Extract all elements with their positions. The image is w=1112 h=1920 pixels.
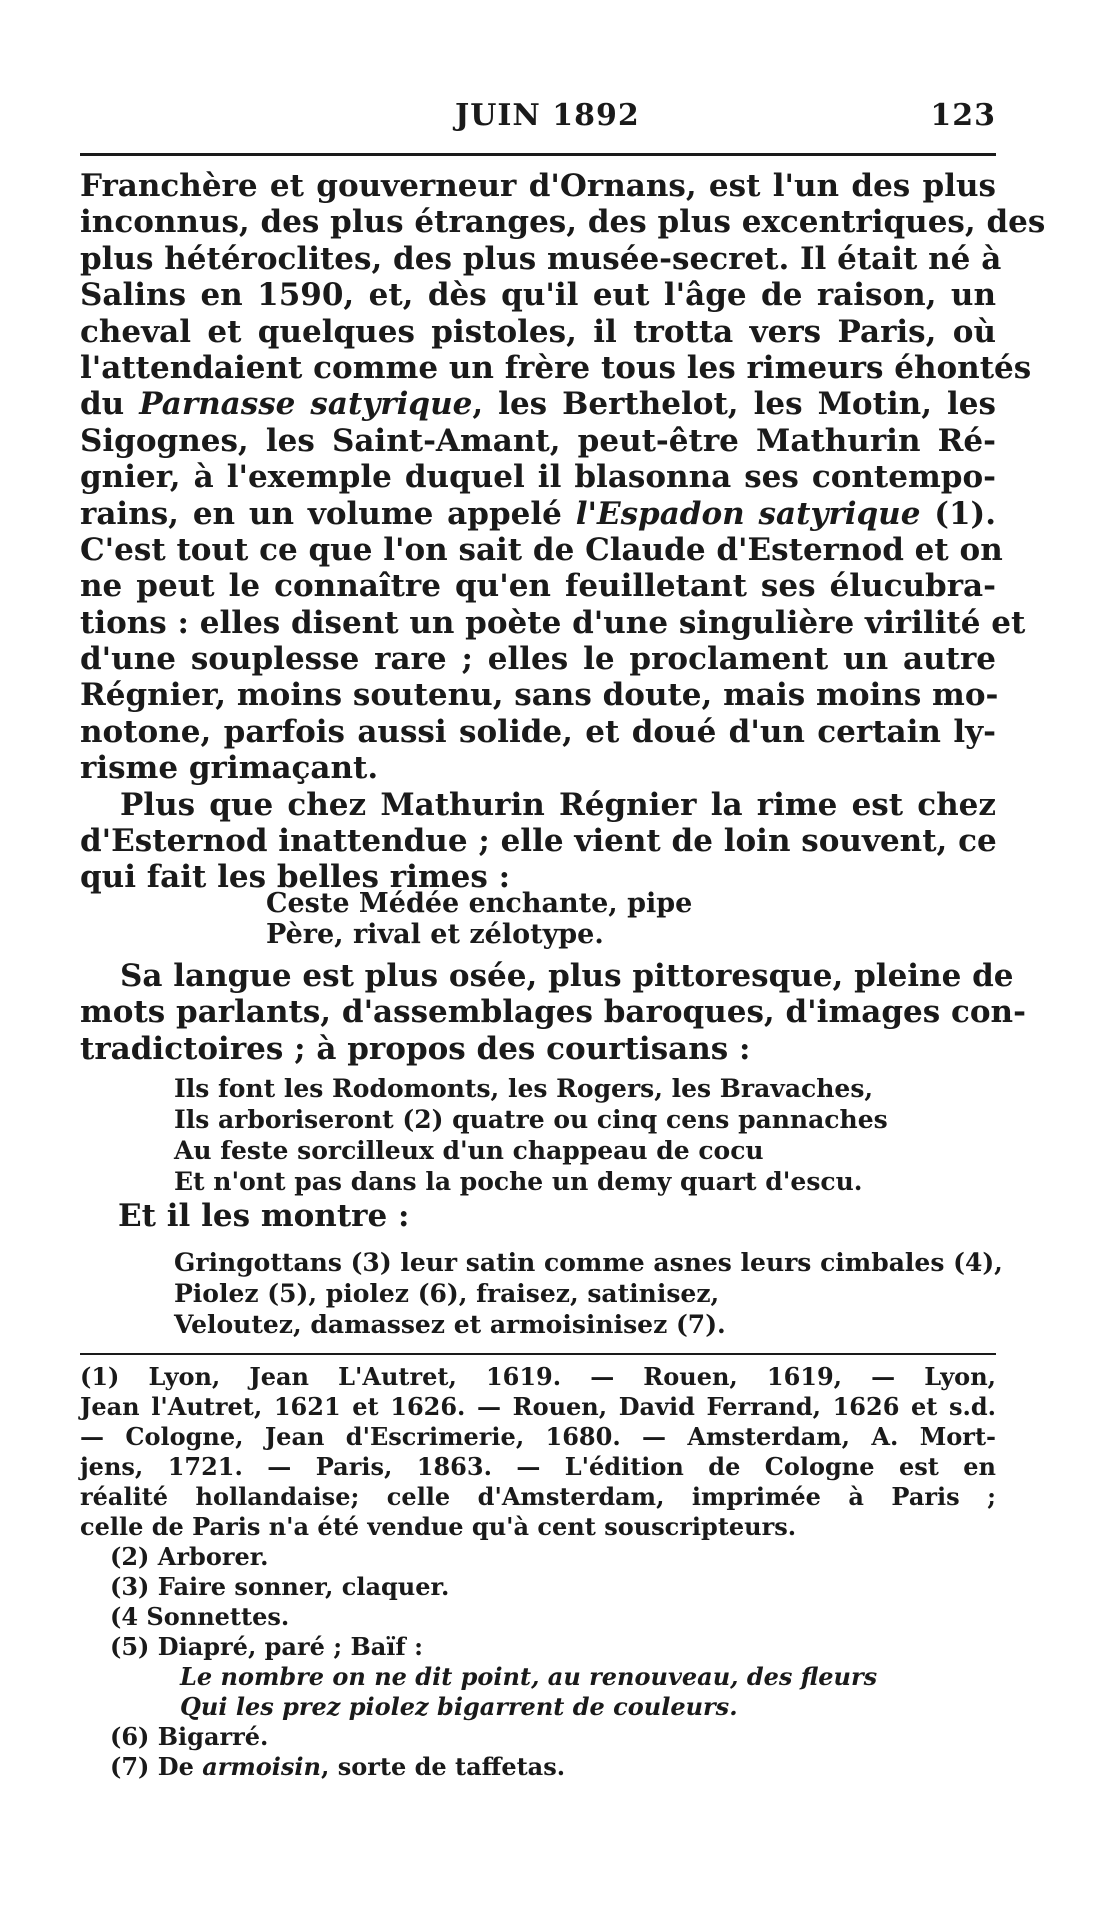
text-run: , les Berthelot, les Motin, les (472, 386, 996, 423)
page-number: 123 (930, 98, 996, 133)
verse-line: Gringottans (3) leur satin comme asnes leurs cimbales (4), (174, 1248, 1003, 1277)
footnotes (80, 1362, 996, 1782)
running-title: JUIN 1892 (455, 98, 640, 133)
text-line (80, 386, 996, 422)
verse-line: Ils arboriseront (2) quatre ou cinq cens pannaches (174, 1105, 888, 1134)
text-line: gnier, à l'exemple duquel il blasonna ses contempo- (80, 459, 996, 496)
paragraph-3 (80, 958, 1026, 1067)
verse-line: Ceste Médée enchante, pipe (266, 888, 693, 919)
text-line: Sigognes, les Saint-Amant, peut-être Mathurin Ré- (80, 422, 996, 459)
text-line: ne peut le connaître qu'en feuilletant ses élucubra- (80, 568, 996, 605)
footnote-line: celle de Paris n'a été vendue qu'à cent souscripteurs. (80, 1512, 797, 1541)
text-line: d'une souplesse rare ; elles le proclament un autre (80, 641, 996, 678)
footnote-5: (5) Diapré, paré ; Baïf : (110, 1632, 423, 1661)
footnote-5-quote-line: Qui les prez piolez bigarrent de couleurs. (180, 1692, 738, 1721)
header-rule (80, 153, 996, 156)
verse-line: Piolez (5), piolez (6), fraisez, satinisez, (174, 1279, 720, 1308)
verse-line: Veloutez, damassez et armoisinisez (7). (174, 1310, 726, 1339)
verse-quote-1 (266, 888, 692, 950)
text-run: rains, en un volume appelé (80, 495, 576, 532)
text-line: inconnus, des plus étranges, des plus excentriques, des (80, 204, 1046, 241)
text-line: d'Esternod inattendue ; elle vient de loin souvent, ce (80, 823, 997, 860)
text-run: (1). (920, 495, 996, 532)
text-line: Plus que chez Mathurin Régnier la rime est chez (120, 786, 996, 823)
verse-line: Et n'ont pas dans la poche un demy quart d'escu. (174, 1167, 863, 1196)
text-run: du (80, 386, 140, 423)
text-run: (7) De (110, 1752, 203, 1781)
verse-quote-3 (174, 1247, 1003, 1340)
text-line: tradictoires ; à propos des courtisans : (80, 1030, 751, 1067)
page-header (80, 92, 996, 142)
footnote-line: jens, 1721. — Paris, 1863. — L'édition de Cologne est en (80, 1452, 996, 1481)
verse-line: Père, rival et zélotype. (266, 919, 604, 950)
footnote-line: — Cologne, Jean d'Escrimerie, 1680. — Amsterdam, A. Mort- (80, 1422, 996, 1451)
italic-word: armoisin (202, 1752, 321, 1781)
verse-quote-2 (174, 1073, 888, 1197)
text-line: plus hétéroclites, des plus musée-secret. Il était né à (80, 240, 1002, 277)
text-line: C'est tout ce que l'on sait de Claude d'Esternod et on (80, 531, 1003, 568)
footnote-line: Jean l'Autret, 1621 et 1626. — Rouen, David Ferrand, 1626 et s.d. (80, 1392, 996, 1421)
footnote-6: (6) Bigarré. (110, 1722, 269, 1751)
text-line: Franchère et gouverneur d'Ornans, est l'un des plus (80, 168, 996, 204)
paragraph-4: Et il les montre : (118, 1198, 410, 1234)
text-line: mots parlants, d'assemblages baroques, d'images con- (80, 994, 1026, 1031)
verse-line: Ils font les Rodomonts, les Rogers, les Bravaches, (174, 1074, 874, 1103)
footnote-5-quote-line: Le nombre on ne dit point, au renouveau, des fleurs (180, 1662, 878, 1691)
text-line: cheval et quelques pistoles, il trotta vers Paris, où (80, 313, 996, 350)
footnote-3: (3) Faire sonner, claquer. (110, 1572, 450, 1601)
italic-title: l'Espadon satyrique (575, 495, 921, 532)
paragraph-1 (80, 168, 1046, 896)
text-line: risme grimaçant. (80, 750, 379, 787)
footnote-rule (80, 1353, 996, 1355)
footnote-4: (4 Sonnettes. (110, 1602, 290, 1631)
text-line: Sa langue est plus osée, plus pittoresque, pleine de (120, 958, 1014, 994)
verse-line: Au feste sorcilleux d'un chappeau de cocu (174, 1136, 764, 1165)
text-line (80, 496, 996, 532)
text-run: , sorte de taffetas. (321, 1752, 566, 1781)
italic-title: Parnasse satyrique (139, 386, 473, 423)
footnote-7 (80, 1752, 996, 1782)
text-line: l'attendaient comme un frère tous les rimeurs éhontés (80, 349, 1032, 386)
text-line: Salins en 1590, et, dès qu'il eut l'âge de raison, un (80, 277, 996, 314)
footnote-line: (1) Lyon, Jean L'Autret, 1619. — Rouen, 1619, — Lyon, (80, 1362, 996, 1391)
text-line: Régnier, moins soutenu, sans doute, mais moins mo- (80, 677, 999, 714)
text-line: qui fait les belles rimes : (80, 859, 511, 896)
text-line: notone, parfois aussi solide, et doué d'un certain ly- (80, 713, 996, 750)
text-line: tions : elles disent un poète d'une singulière virilité et (80, 604, 1026, 641)
footnote-2: (2) Arborer. (110, 1542, 269, 1571)
footnote-line: réalité hollandaise; celle d'Amsterdam, imprimée à Paris ; (80, 1482, 996, 1511)
